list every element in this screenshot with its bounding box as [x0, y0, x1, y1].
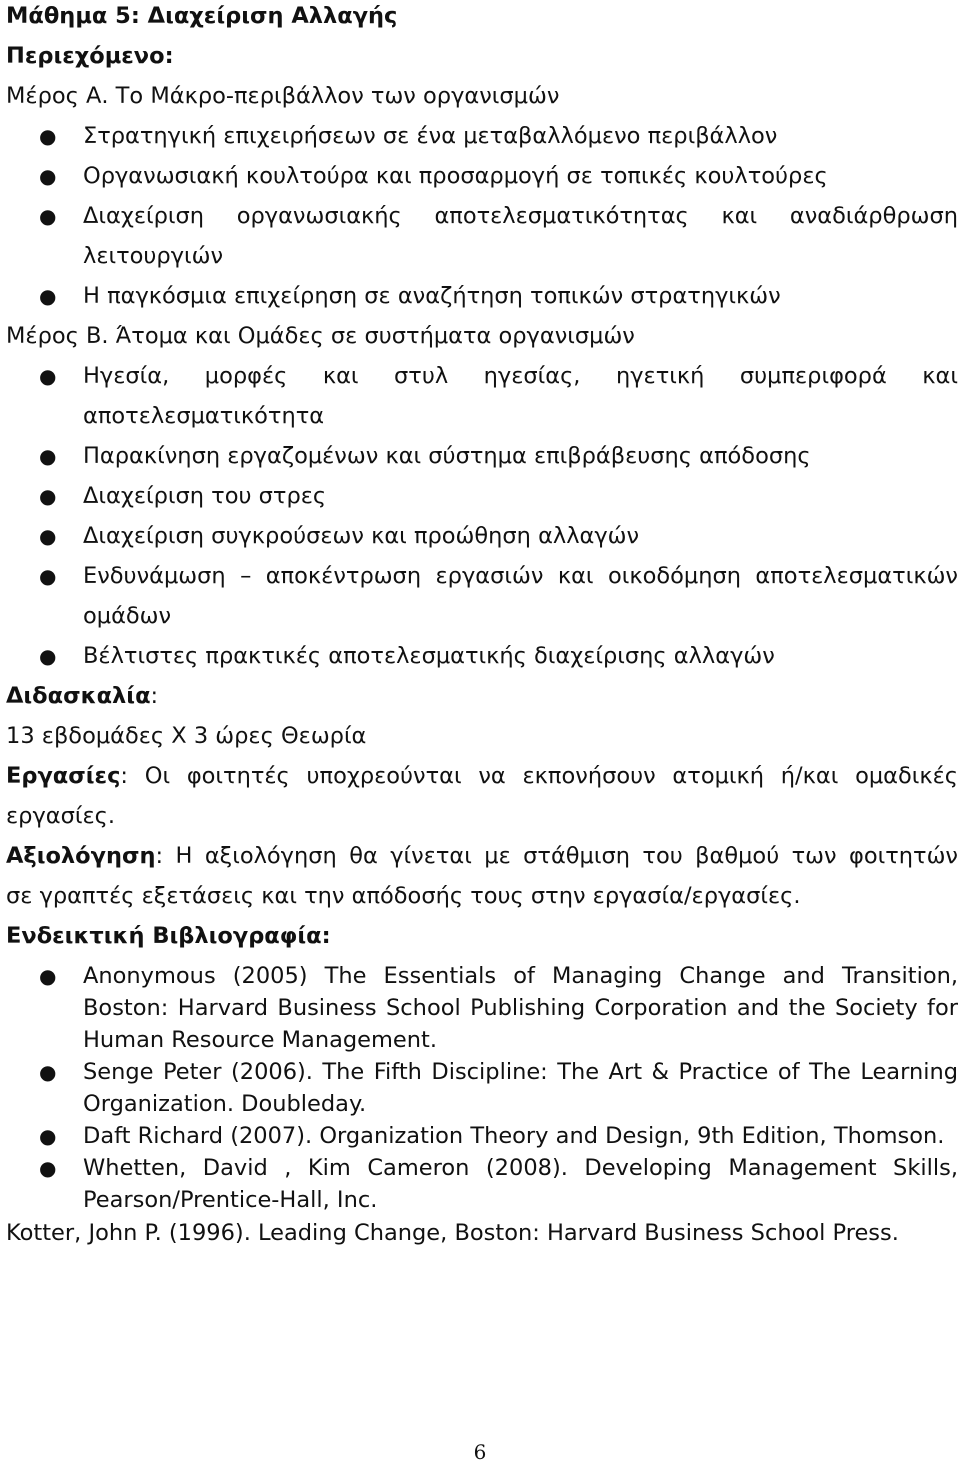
bibliography-item-text: Senge Peter (2006). The Fifth Discipline: The Art & Practice of The Learning Organization. Doubleday. — [83, 1059, 958, 1117]
list-item-text-continued: αποτελεσματικότητα — [83, 403, 325, 429]
list-item-text: Ηγεσία, μορφές και στυλ ηγεσίας, ηγετική συμπεριφορά και — [83, 363, 958, 389]
bibliography-heading: Ενδεικτική Βιβλιογραφία: — [6, 923, 331, 949]
bullet-icon: ● — [39, 1124, 57, 1148]
list-item — [6, 476, 958, 516]
bibliography-item — [6, 960, 958, 1056]
list-item — [6, 276, 958, 316]
part-a-heading: Μέρος Α. Το Μάκρο-περιβάλλον των οργανισμών — [6, 83, 560, 109]
bibliography-item-text: Anonymous (2005) The Essentials of Managing Change and Transition, Boston: Harvard Business School Publishing Corporation and the Society for Human Resource Management. — [83, 963, 958, 1053]
list-item — [6, 436, 958, 476]
bibliography-item — [6, 1056, 958, 1120]
bullet-icon: ● — [39, 484, 57, 508]
page-number: 6 — [473, 1440, 487, 1464]
list-item-text: Διαχείριση οργανωσιακής αποτελεσματικότητας και αναδιάρθρωση — [83, 203, 958, 229]
list-item-text: Διαχείριση του στρες — [83, 483, 327, 509]
list-item-text-continued: ομάδων — [83, 603, 172, 629]
assignments-line — [6, 756, 958, 796]
assignments-text: : Οι φοιτητές υποχρεούνται να εκπονήσουν ατομική ή/και ομαδικές — [120, 763, 958, 789]
bullet-icon: ● — [39, 1156, 57, 1180]
list-item — [6, 356, 958, 436]
list-item — [6, 636, 958, 676]
bibliography-item — [6, 1152, 958, 1216]
bullet-icon: ● — [39, 444, 57, 468]
bibliography-list — [6, 960, 958, 1216]
bibliography-item-text: Daft Richard (2007). Organization Theory and Design, 9th Edition, Thomson. — [83, 1123, 945, 1149]
bullet-icon: ● — [39, 284, 57, 308]
bibliography-item-text: Whetten, David , Kim Cameron (2008). Developing Management Skills, Pearson/Prentice-Hall, Inc. — [83, 1155, 958, 1213]
bullet-icon: ● — [39, 364, 57, 388]
bullet-icon: ● — [39, 1060, 57, 1084]
teaching-text: 13 εβδομάδες Χ 3 ώρες Θεωρία — [6, 723, 367, 749]
teaching-heading — [6, 676, 958, 716]
assessment-label: Αξιολόγηση — [6, 843, 156, 869]
list-item — [6, 556, 958, 636]
list-item — [6, 156, 958, 196]
list-item-text: Ενδυνάμωση – αποκέντρωση εργασιών και οικοδόμηση αποτελεσματικών — [83, 563, 958, 589]
list-item-text: Η παγκόσμια επιχείρηση σε αναζήτηση τοπικών στρατηγικών — [83, 283, 781, 309]
bullet-icon: ● — [39, 564, 57, 588]
assessment-text: : Η αξιολόγηση θα γίνεται με στάθμιση του βαθμού των φοιτητών — [155, 843, 958, 869]
assessment-line — [6, 836, 958, 876]
assignments-label: Εργασίες — [6, 763, 121, 789]
document-content — [6, 0, 958, 1250]
bullet-icon: ● — [39, 644, 57, 668]
list-item-text: Στρατηγική επιχειρήσεων σε ένα μεταβαλλόμενο περιβάλλον — [83, 123, 778, 149]
bullet-icon: ● — [39, 124, 57, 148]
bullet-icon: ● — [39, 964, 57, 988]
bullet-icon: ● — [39, 164, 57, 188]
list-item-text: Οργανωσιακή κουλτούρα και προσαρμογή σε τοπικές κουλτούρες — [83, 163, 828, 189]
list-item — [6, 516, 958, 556]
teaching-label: Διδασκαλία — [6, 683, 151, 709]
list-item-text: Βέλτιστες πρακτικές αποτελεσματικής διαχείρισης αλλαγών — [83, 643, 775, 669]
list-item-text-continued: λειτουργιών — [83, 243, 224, 269]
list-item — [6, 196, 958, 276]
list-item-text: Διαχείριση συγκρούσεων και προώθηση αλλαγών — [83, 523, 640, 549]
assessment-text-continued: σε γραπτές εξετάσεις και την απόδοσής τους στην εργασία/εργασίες. — [6, 883, 801, 909]
list-item-text: Παρακίνηση εργαζομένων και σύστημα επιβράβευσης απόδοσης — [83, 443, 811, 469]
part-a-list — [6, 116, 958, 316]
lesson-title: Μάθημα 5: Διαχείριση Αλλαγής — [6, 3, 398, 29]
part-b-list — [6, 356, 958, 676]
bullet-icon: ● — [39, 204, 57, 228]
bibliography-last-entry: Kotter, John P. (1996). Leading Change, Boston: Harvard Business School Press. — [6, 1220, 899, 1246]
bullet-icon: ● — [39, 524, 57, 548]
teaching-colon: : — [150, 683, 159, 709]
list-item — [6, 116, 958, 156]
part-b-heading: Μέρος Β. Άτομα και Ομάδες σε συστήματα οργανισμών — [6, 323, 635, 349]
bibliography-item — [6, 1120, 958, 1152]
contents-label: Περιεχόμενο: — [6, 43, 174, 69]
assignments-text-continued: εργασίες. — [6, 803, 115, 829]
